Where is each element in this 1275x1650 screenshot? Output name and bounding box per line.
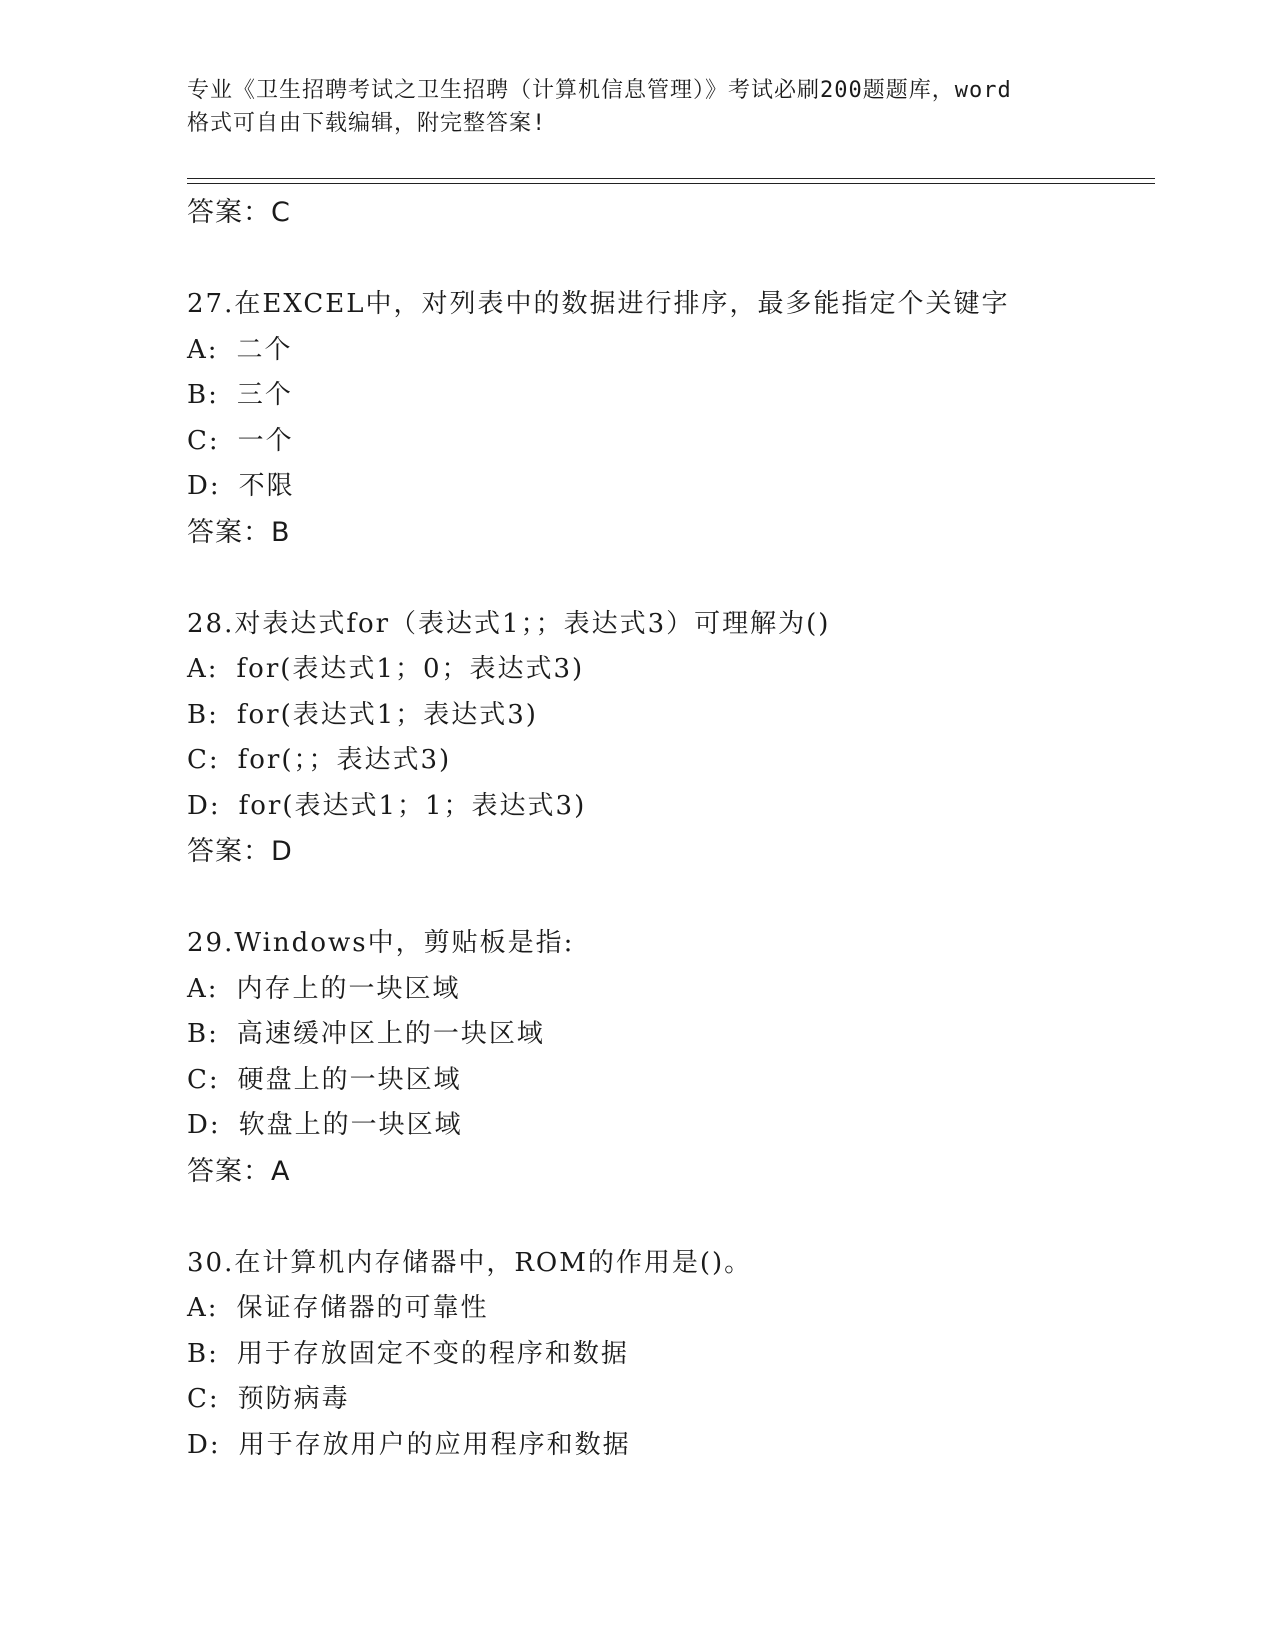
option-c <box>187 419 1167 465</box>
question-text: 29.Windows中，剪贴板是指: <box>187 928 575 958</box>
option-a <box>187 328 1167 374</box>
header-divider-top <box>187 178 1155 179</box>
option-text: 内存上的一块区域 <box>236 973 461 1004</box>
question-block <box>187 1241 1167 1469</box>
question-block <box>187 602 1167 876</box>
option-text: 软盘上的一块区域 <box>238 1110 463 1140</box>
option-key: D: <box>187 471 221 501</box>
answer-text: 答案：D <box>187 836 293 867</box>
option-a <box>187 647 1167 693</box>
option-key: C: <box>187 1384 220 1414</box>
option-key: B: <box>187 380 219 410</box>
option-key: D: <box>187 1429 221 1460</box>
spacer <box>187 556 1167 602</box>
option-a <box>187 1286 1167 1332</box>
option-text: for(表达式1；1；表达式3) <box>238 790 587 821</box>
spacer <box>187 236 1167 282</box>
option-key: D: <box>187 1110 221 1140</box>
option-key: B: <box>187 699 219 730</box>
option-c <box>187 738 1167 784</box>
option-d <box>187 464 1167 510</box>
option-text: 用于存放固定不变的程序和数据 <box>236 1338 629 1369</box>
option-a <box>187 967 1167 1013</box>
option-b <box>187 1332 1167 1378</box>
option-d <box>187 1103 1167 1149</box>
option-b <box>187 373 1167 419</box>
option-text: 不限 <box>238 471 295 501</box>
option-key: C: <box>187 1064 220 1095</box>
option-text: 用于存放用户的应用程序和数据 <box>238 1429 631 1460</box>
answer-text: 答案：B <box>187 516 291 548</box>
question-text: 30.在计算机内存储器中，ROM的作用是()。 <box>187 1247 753 1278</box>
document-header <box>187 74 1107 140</box>
option-key: C: <box>187 745 220 775</box>
header-line-1: 专业《卫生招聘考试之卫生招聘（计算机信息管理）》考试必刷200题题库，word <box>187 78 1012 103</box>
option-text: for(表达式1；表达式3) <box>236 699 538 730</box>
option-key: A: <box>187 334 219 365</box>
option-text: for(表达式1；0；表达式3) <box>236 654 585 684</box>
option-text: for(；；表达式3) <box>237 745 452 775</box>
option-text: 高速缓冲区上的一块区域 <box>236 1019 545 1049</box>
answer-text: 答案：A <box>187 1155 291 1187</box>
option-d <box>187 1423 1167 1469</box>
header-line-2: 格式可自由下载编辑，附完整答案! <box>187 111 547 136</box>
option-text: 预防病毒 <box>237 1384 350 1414</box>
option-text: 硬盘上的一块区域 <box>237 1064 462 1095</box>
option-key: B: <box>187 1019 219 1049</box>
option-text: 一个 <box>237 425 294 456</box>
option-key: A: <box>187 1293 219 1323</box>
option-key: B: <box>187 1338 219 1369</box>
header-divider-bottom <box>187 183 1155 184</box>
question-text: 28.对表达式for（表达式1；；表达式3）可理解为() <box>187 608 831 639</box>
option-key: A: <box>187 973 219 1004</box>
option-c <box>187 1377 1167 1423</box>
spacer <box>187 875 1167 921</box>
question-text: 27.在EXCEL中，对列表中的数据进行排序，最多能指定个关键字 <box>187 289 1010 319</box>
option-key: D: <box>187 790 221 821</box>
option-key: C: <box>187 425 220 456</box>
option-text: 保证存储器的可靠性 <box>236 1293 489 1323</box>
option-d <box>187 784 1167 830</box>
question-block <box>187 921 1167 1195</box>
option-b <box>187 693 1167 739</box>
option-b <box>187 1012 1167 1058</box>
spacer <box>187 1195 1167 1241</box>
option-text: 三个 <box>236 380 293 410</box>
question-list <box>187 190 1167 1468</box>
option-text: 二个 <box>236 334 293 365</box>
question-block <box>187 282 1167 556</box>
option-c <box>187 1058 1167 1104</box>
previous-answer: 答案：C <box>187 197 291 228</box>
option-key: A: <box>187 654 219 684</box>
